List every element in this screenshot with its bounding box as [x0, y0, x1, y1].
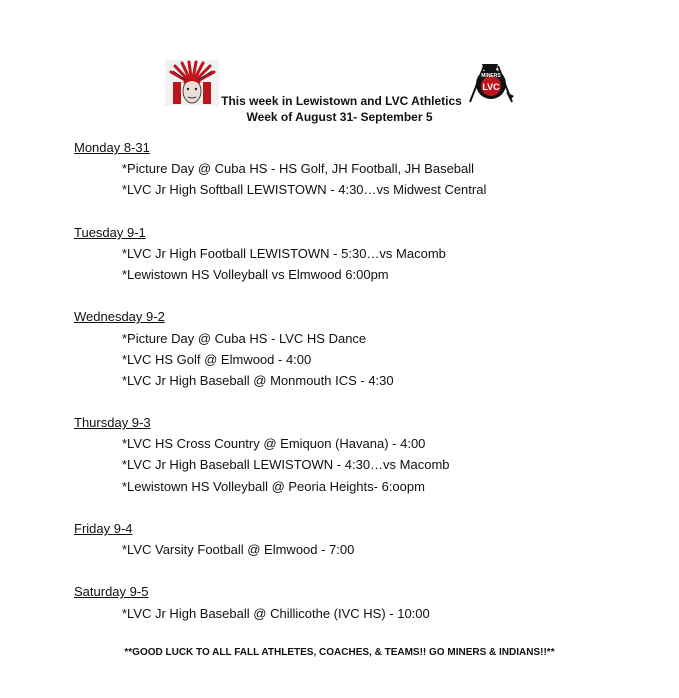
event-item: *Lewistown HS Volleyball @ Peoria Heights- 6:oopm [122, 479, 425, 494]
event-item: *LVC Jr High Baseball LEWISTOWN - 4:30…vs Macomb [122, 457, 450, 472]
day-heading-saturday: Saturday 9-5 [74, 584, 149, 599]
day-heading-wednesday: Wednesday 9-2 [74, 309, 165, 324]
event-item: *LVC HS Cross Country @ Emiquon (Havana) - 4:00 [122, 436, 426, 451]
event-item: *LVC Jr High Softball LEWISTOWN - 4:30…vs Midwest Central [122, 182, 487, 197]
event-item: *Picture Day @ Cuba HS - HS Golf, JH Football, JH Baseball [122, 161, 475, 176]
page-subtitle: Week of August 31- September 5 [246, 110, 433, 124]
event-item: *Lewistown HS Volleyball vs Elmwood 6:00pm [122, 267, 389, 282]
svg-text:MINERS: MINERS [481, 73, 501, 79]
day-heading-tuesday: Tuesday 9-1 [74, 225, 146, 240]
event-item: *LVC Jr High Baseball @ Monmouth ICS - 4:30 [122, 373, 394, 388]
footer-message: **GOOD LUCK TO ALL FALL ATHLETES, COACHES, & TEAMS!! GO MINERS & INDIANS!!** [124, 647, 555, 658]
page-title: This week in Lewistown and LVC Athletics [221, 94, 462, 108]
event-item: *LVC Jr High Baseball @ Chillicothe (IVC HS) - 10:00 [122, 606, 430, 621]
event-item: *Picture Day @ Cuba HS - LVC HS Dance [122, 331, 367, 346]
event-item: *LVC HS Golf @ Elmwood - 4:00 [122, 352, 312, 367]
day-heading-thursday: Thursday 9-3 [74, 415, 151, 430]
day-heading-friday: Friday 9-4 [74, 521, 133, 536]
day-heading-monday: Monday 8-31 [74, 140, 150, 155]
event-item: *LVC Jr High Football LEWISTOWN - 5:30…vs Macomb [122, 246, 446, 261]
event-item: *LVC Varsity Football @ Elmwood - 7:00 [122, 542, 355, 557]
svg-text:LVC: LVC [482, 82, 500, 92]
